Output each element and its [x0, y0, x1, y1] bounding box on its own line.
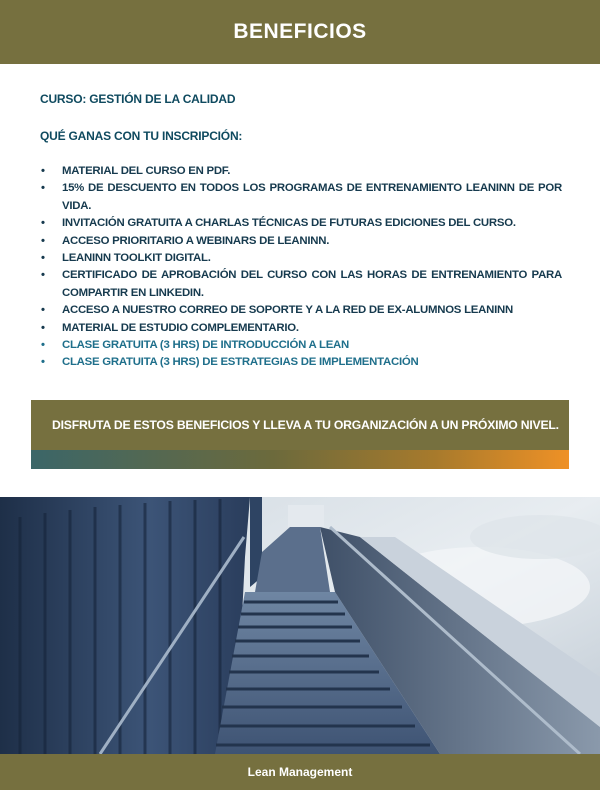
bullet-icon: •: [41, 217, 45, 230]
bullet-icon: •: [41, 165, 45, 177]
bullet-icon: •: [41, 269, 45, 282]
bullet-icon: •: [41, 252, 45, 265]
benefit-item: [40, 337, 562, 354]
gradient-bar: [31, 450, 569, 469]
benefit-item: [40, 320, 562, 337]
benefit-item: [40, 180, 562, 215]
benefit-item: [40, 250, 562, 267]
bullet-icon: •: [41, 182, 45, 195]
benefit-item: [40, 302, 562, 319]
benefit-item: [40, 354, 562, 371]
bullet-icon: •: [41, 304, 45, 317]
footer-bar: [0, 754, 600, 790]
benefit-text: 15% DE DESCUENTO EN TODOS LOS PROGRAMAS DE ENTRENAMIENTO LEANINN DE POR VIDA.: [62, 182, 562, 212]
benefit-text: CERTIFICADO DE APROBACIÓN DEL CURSO CON LAS HORAS DE ENTRENAMIENTO PARA COMPARTIR EN LINKEDIN.: [62, 269, 562, 299]
bullet-icon: •: [41, 339, 45, 352]
benefit-item: [40, 233, 562, 250]
bullet-icon: •: [41, 321, 45, 334]
staircase-illustration: [0, 497, 600, 790]
benefit-text: ACCESO A NUESTRO CORREO DE SOPORTE Y A LA RED DE EX-ALUMNOS LEANINN: [62, 304, 513, 317]
benefit-text: ACCESO PRIORITARIO A WEBINARS DE LEANINN.: [62, 234, 330, 247]
gains-heading: QUÉ GANAS CON TU INSCRIPCIÓN:: [40, 129, 243, 143]
header-bar: [0, 0, 600, 64]
benefit-text: MATERIAL DEL CURSO EN PDF.: [62, 165, 231, 177]
main-content: [40, 92, 562, 372]
benefit-item: [40, 267, 562, 302]
benefits-list: [40, 163, 562, 372]
benefit-text: INVITACIÓN GRATUITA A CHARLAS TÉCNICAS DE FUTURAS EDICIONES DEL CURSO.: [62, 217, 516, 230]
benefit-text: CLASE GRATUITA (3 HRS) DE INTRODUCCIÓN A LEAN: [62, 339, 350, 352]
benefit-item: [40, 215, 562, 232]
page-title: BENEFICIOS: [233, 20, 367, 43]
footer-label: Lean Management: [247, 765, 353, 779]
benefit-item: [40, 163, 562, 180]
benefit-text: LEANINN TOOLKIT DIGITAL.: [62, 252, 211, 265]
course-name: CURSO: GESTIÓN DE LA CALIDAD: [40, 92, 236, 106]
call-to-action-banner: [31, 400, 569, 450]
banner-text: DISFRUTA DE ESTOS BENEFICIOS Y LLEVA A TU ORGANIZACIÓN A UN PRÓXIMO NIVEL.: [52, 418, 559, 432]
staircase-photo: [0, 497, 600, 790]
bullet-icon: •: [41, 234, 45, 247]
bullet-icon: •: [41, 356, 45, 369]
benefit-text: CLASE GRATUITA (3 HRS) DE ESTRATEGIAS DE IMPLEMENTACIÓN: [62, 356, 419, 369]
benefit-text: MATERIAL DE ESTUDIO COMPLEMENTARIO.: [62, 321, 299, 334]
